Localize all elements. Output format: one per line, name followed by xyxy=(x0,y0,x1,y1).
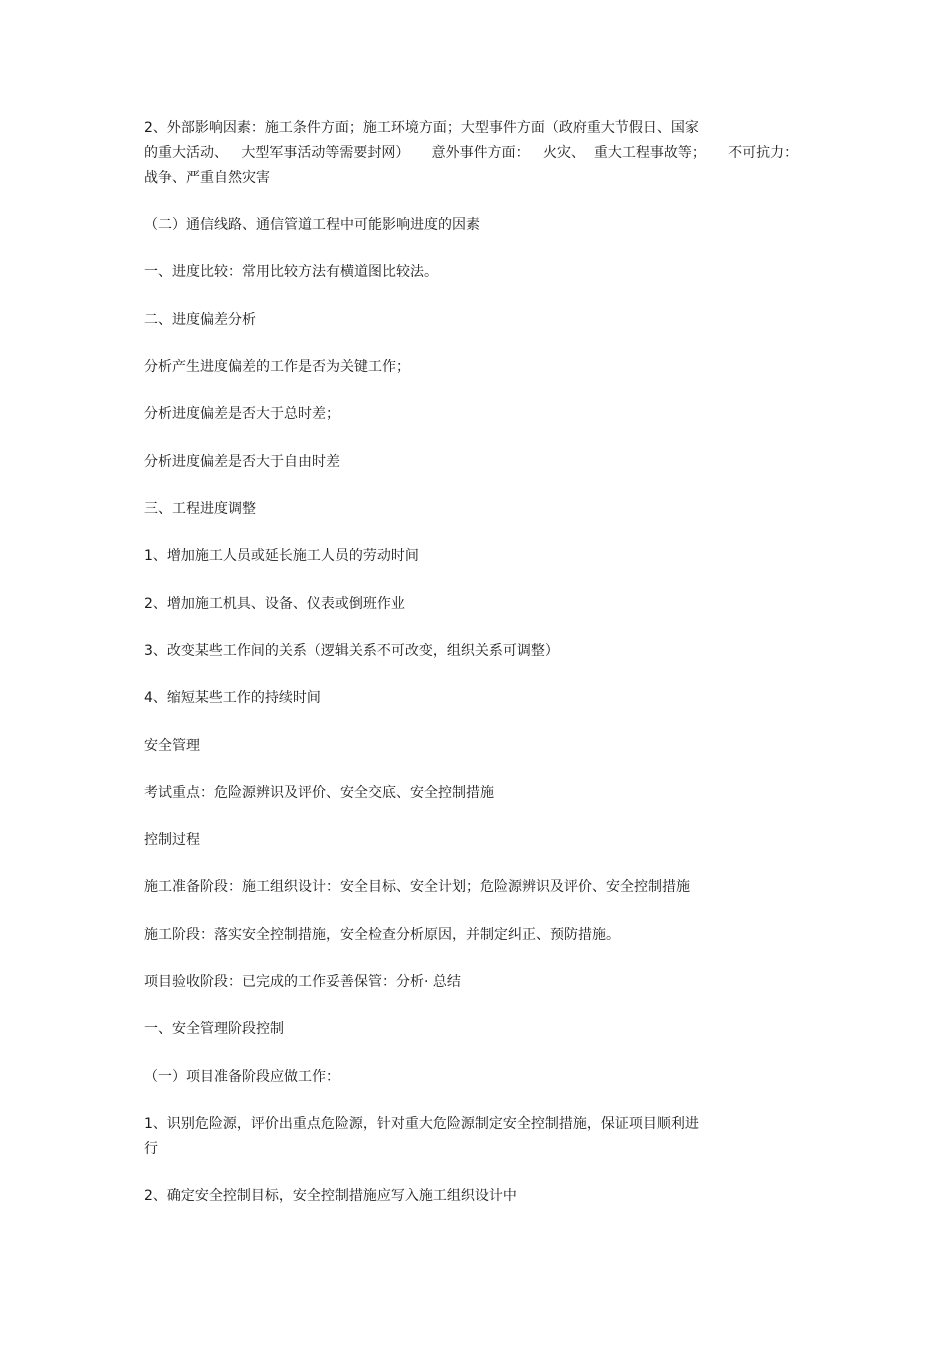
text-line: （二）通信线路、通信管道工程中可能影响进度的因素 xyxy=(144,217,480,233)
text-line: （一）项目准备阶段应做工作： xyxy=(144,1069,340,1085)
paragraph-exam-focus xyxy=(144,781,494,806)
text-line: 三、工程进度调整 xyxy=(144,501,256,517)
paragraph-stage-control xyxy=(144,1017,284,1042)
text-line: 考试重点：危险源辨识及评价、安全交底、安全控制措施 xyxy=(144,785,494,801)
text-line: 施工准备阶段：施工组织设计：安全目标、安全计划；危险源辨识及评价、安全控制措施 xyxy=(144,879,690,895)
paragraph-deviation-analysis xyxy=(144,308,256,333)
paragraph-item-4 xyxy=(144,686,321,711)
paragraph-schedule-adjustment xyxy=(144,497,256,522)
paragraph-item-1 xyxy=(144,544,419,569)
text-line: 二、进度偏差分析 xyxy=(144,312,256,328)
text-line: 控制过程 xyxy=(144,832,200,848)
paragraph-free-float xyxy=(144,450,340,475)
paragraph-acceptance-stage xyxy=(144,970,461,995)
text-line: 1、识别危险源，评价出重点危险源，针对重大危险源制定安全控制措施，保证项目顺利进 xyxy=(144,1116,699,1132)
paragraph-item-2 xyxy=(144,592,405,617)
text-line: 的重大活动、 大型军事活动等需要封网） 意外事件方面： 火灾、 重大工程事故等； 不可抗力： xyxy=(144,145,799,161)
text-line: 3、改变某些工作间的关系（逻辑关系不可改变，组织关系可调整） xyxy=(144,643,559,659)
paragraph-safety-management xyxy=(144,734,200,759)
paragraph-item-3 xyxy=(144,639,559,664)
paragraph-external-factors xyxy=(144,116,798,191)
text-line: 2、外部影响因素：施工条件方面；施工环境方面；大型事件方面（政府重大节假日、国家 xyxy=(144,120,699,136)
text-line: 分析进度偏差是否大于总时差； xyxy=(144,406,340,422)
text-line: 战争、严重自然灾害 xyxy=(144,170,270,186)
text-line: 2、增加施工机具、设备、仪表或倒班作业 xyxy=(144,596,405,612)
text-line: 安全管理 xyxy=(144,738,200,754)
paragraph-preparation-work xyxy=(144,1065,340,1090)
paragraph-heading-2 xyxy=(144,213,480,238)
paragraph-total-float xyxy=(144,402,340,427)
paragraph-hazard-identification xyxy=(144,1112,699,1162)
text-line: 项目验收阶段：已完成的工作妥善保管：分析· 总结 xyxy=(144,974,461,990)
text-line: 分析进度偏差是否大于自由时差 xyxy=(144,454,340,470)
text-line: 一、进度比较：常用比较方法有横道图比较法。 xyxy=(144,264,438,280)
paragraph-key-work xyxy=(144,355,410,380)
paragraph-construction-stage xyxy=(144,923,620,948)
paragraph-preparation-stage xyxy=(144,875,690,900)
text-line: 1、增加施工人员或延长施工人员的劳动时间 xyxy=(144,548,419,564)
text-line: 4、缩短某些工作的持续时间 xyxy=(144,690,321,706)
paragraph-control-process xyxy=(144,828,200,853)
text-line: 分析产生进度偏差的工作是否为关键工作； xyxy=(144,359,410,375)
text-line: 2、确定安全控制目标，安全控制措施应写入施工组织设计中 xyxy=(144,1188,517,1204)
paragraph-progress-comparison xyxy=(144,260,438,285)
text-line: 一、安全管理阶段控制 xyxy=(144,1021,284,1037)
text-line: 施工阶段：落实安全控制措施，安全检查分析原因，并制定纠正、预防措施。 xyxy=(144,927,620,943)
text-line: 行 xyxy=(144,1141,158,1157)
paragraph-safety-targets xyxy=(144,1184,517,1209)
